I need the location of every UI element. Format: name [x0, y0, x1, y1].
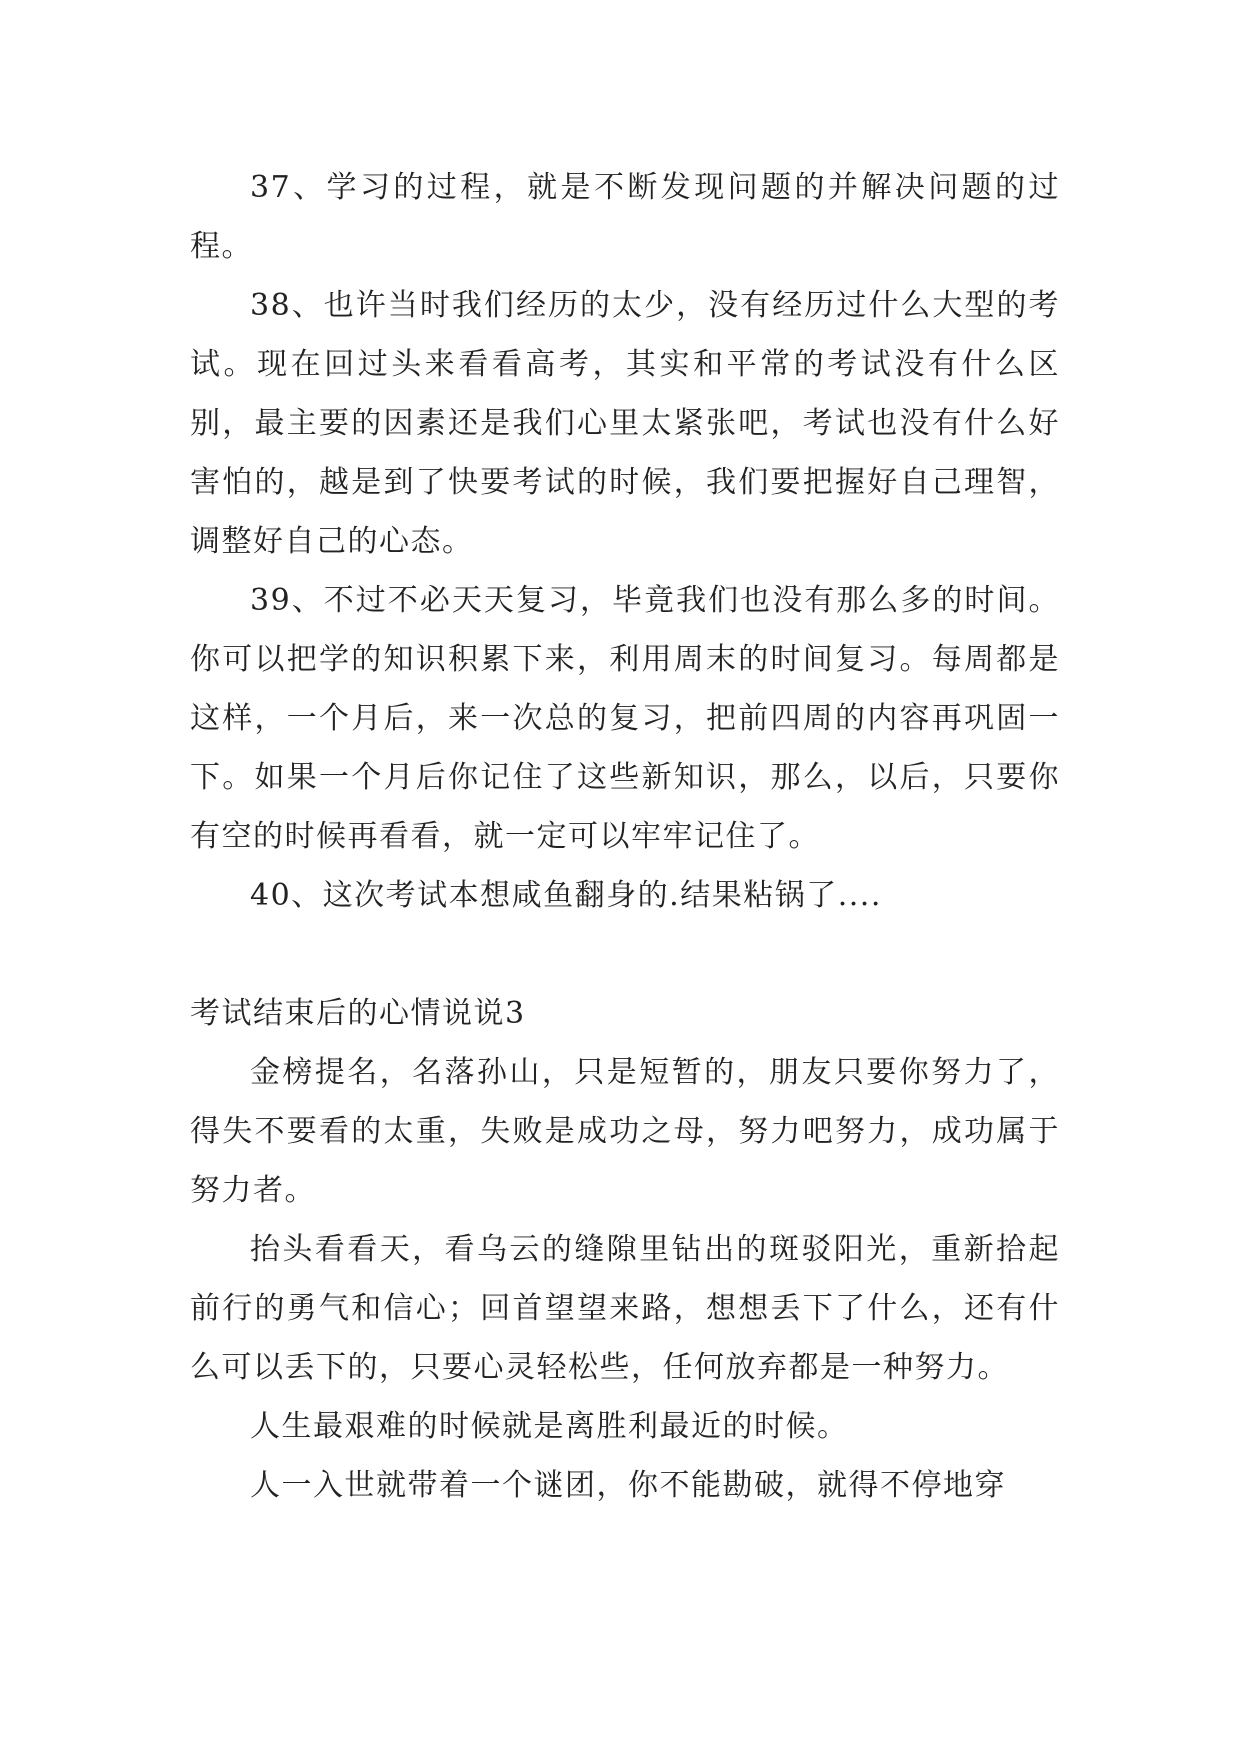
paragraph-40: 40、这次考试本想咸鱼翻身的.结果粘锅了....	[250, 878, 882, 913]
paragraph-rensheng: 人生最艰难的时候就是离胜利最近的时候。	[250, 1409, 849, 1444]
paragraph-38: 38、也许当时我们经历的太少，没有经历过什么大型的考试。现在回过头来看看高考，其实和平常的考试没有什么区别，最主要的因素还是我们心里太紧张吧，考试也没有什么好害怕的，越是到了快要考试的时候，我们要把握好自己理智，调整好自己的心态。	[190, 288, 1060, 559]
paragraph-jinbang: 金榜提名，名落孙山，只是短暂的，朋友只要你努力了，得失不要看的太重，失败是成功之母，努力吧努力，成功属于努力者。	[190, 1055, 1060, 1208]
paragraph-37: 37、学习的过程，就是不断发现问题的并解决问题的过程。	[190, 170, 1060, 264]
paragraph-taitou: 抬头看看天，看乌云的缝隙里钻出的斑驳阳光，重新拾起前行的勇气和信心；回首望望来路，想想丢下了什么，还有什么可以丢下的，只要心灵轻松些，任何放弃都是一种努力。	[190, 1232, 1060, 1385]
document-body	[190, 158, 1060, 1515]
paragraph-39: 39、不过不必天天复习，毕竟我们也没有那么多的时间。你可以把学的知识积累下来，利用周末的时间复习。每周都是这样，一个月后，来一次总的复习，把前四周的内容再巩固一下。如果一个月后你记住了这些新知识，那么，以后，只要你有空的时候再看看，就一定可以牢牢记住了。	[190, 583, 1060, 854]
paragraph-ruyi: 人一入世就带着一个谜团，你不能勘破，就得不停地穿	[250, 1468, 1006, 1503]
section-heading: 考试结束后的心情说说3	[190, 996, 526, 1031]
